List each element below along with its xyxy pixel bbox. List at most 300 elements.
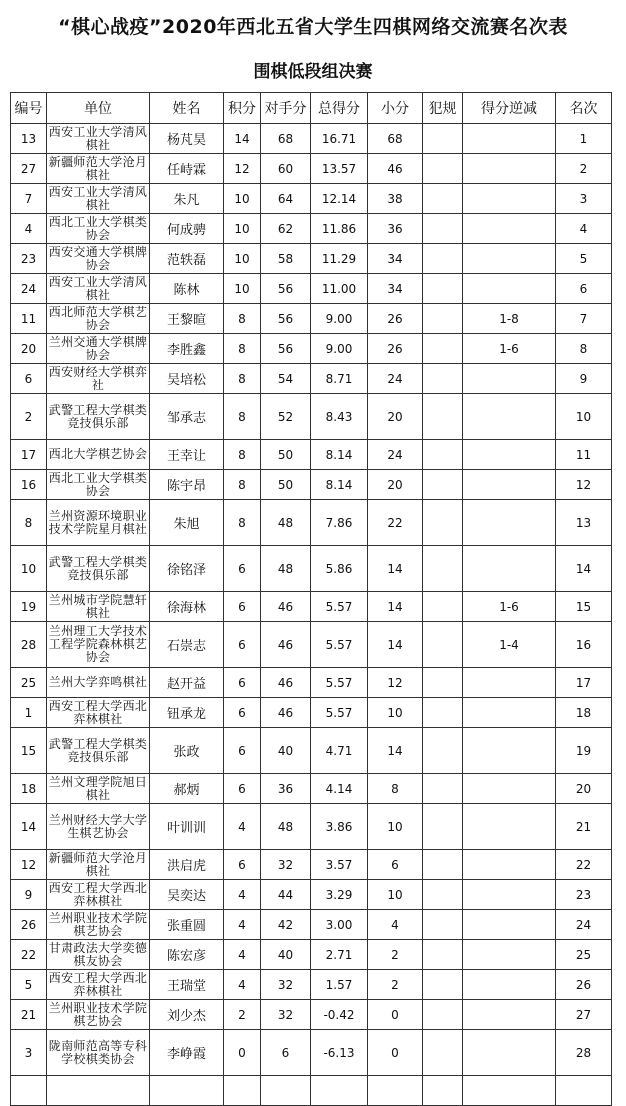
cell-rank: 15: [556, 592, 612, 622]
cell-foul: [423, 470, 463, 500]
cell-rank: 4: [556, 214, 612, 244]
cell-name: 叶训训: [150, 804, 224, 850]
cell-small-score: 22: [368, 500, 423, 546]
cell-unit: 西安工程大学西北弈林棋社: [47, 880, 150, 910]
cell-small-score: 34: [368, 244, 423, 274]
cell-total-score: 5.57: [311, 622, 368, 668]
cell-points: 6: [224, 668, 261, 698]
table-row: [11, 880, 612, 910]
cell-unit: 武警工程大学棋类竞技俱乐部: [47, 728, 150, 774]
cell-reverse-score: [463, 154, 556, 184]
cell-opponent-score: 48: [261, 804, 311, 850]
cell-small-score: 2: [368, 970, 423, 1000]
table-row: [11, 470, 612, 500]
cell-opponent-score: 48: [261, 500, 311, 546]
header-opponent-score: 对手分: [261, 93, 311, 124]
cell-points: 4: [224, 970, 261, 1000]
cell-points: 4: [224, 880, 261, 910]
cell-reverse-score: [463, 394, 556, 440]
cell-opponent-score: 32: [261, 1000, 311, 1030]
cell-reverse-score: [463, 970, 556, 1000]
cell-name: 王瑞堂: [150, 970, 224, 1000]
cell-id: 3: [11, 1030, 47, 1076]
cell-id: 25: [11, 668, 47, 698]
cell-unit: 兰州交通大学棋牌协会: [47, 334, 150, 364]
table-row: [11, 592, 612, 622]
cell-id: 16: [11, 470, 47, 500]
cell-total-score: 9.00: [311, 304, 368, 334]
cell-unit: 新疆师范大学沧月棋社: [47, 850, 150, 880]
empty-cell: [150, 1076, 224, 1106]
cell-points: 2: [224, 1000, 261, 1030]
cell-foul: [423, 804, 463, 850]
cell-total-score: 3.00: [311, 910, 368, 940]
table-row: [11, 274, 612, 304]
cell-opponent-score: 46: [261, 592, 311, 622]
table-row: [11, 244, 612, 274]
cell-reverse-score: [463, 774, 556, 804]
cell-unit: 兰州财经大学大学生棋艺协会: [47, 804, 150, 850]
header-points: 积分: [224, 93, 261, 124]
cell-rank: 3: [556, 184, 612, 214]
header-rank: 名次: [556, 93, 612, 124]
cell-opponent-score: 56: [261, 304, 311, 334]
cell-points: 6: [224, 546, 261, 592]
cell-reverse-score: 1-4: [463, 622, 556, 668]
cell-small-score: 24: [368, 440, 423, 470]
cell-reverse-score: [463, 244, 556, 274]
cell-id: 26: [11, 910, 47, 940]
header-id: 编号: [11, 93, 47, 124]
cell-foul: [423, 592, 463, 622]
cell-id: 28: [11, 622, 47, 668]
cell-foul: [423, 394, 463, 440]
cell-foul: [423, 1030, 463, 1076]
cell-small-score: 2: [368, 940, 423, 970]
cell-points: 10: [224, 184, 261, 214]
table-row: [11, 364, 612, 394]
cell-total-score: 5.57: [311, 668, 368, 698]
table-row: [11, 728, 612, 774]
cell-unit: 西安工业大学清风棋社: [47, 274, 150, 304]
cell-reverse-score: [463, 1030, 556, 1076]
cell-id: 4: [11, 214, 47, 244]
cell-foul: [423, 774, 463, 804]
cell-rank: 8: [556, 334, 612, 364]
cell-opponent-score: 50: [261, 440, 311, 470]
cell-foul: [423, 940, 463, 970]
cell-rank: 18: [556, 698, 612, 728]
cell-rank: 25: [556, 940, 612, 970]
cell-small-score: 6: [368, 850, 423, 880]
cell-id: 5: [11, 970, 47, 1000]
cell-name: 邹承志: [150, 394, 224, 440]
cell-name: 徐铭泽: [150, 546, 224, 592]
cell-unit: 陇南师范高等专科学校棋类协会: [47, 1030, 150, 1076]
cell-unit: 西北大学棋艺协会: [47, 440, 150, 470]
cell-foul: [423, 274, 463, 304]
table-row: [11, 500, 612, 546]
cell-opponent-score: 48: [261, 546, 311, 592]
cell-name: 刘少杰: [150, 1000, 224, 1030]
cell-total-score: 7.86: [311, 500, 368, 546]
cell-foul: [423, 244, 463, 274]
cell-points: 10: [224, 274, 261, 304]
cell-reverse-score: [463, 804, 556, 850]
cell-id: 14: [11, 804, 47, 850]
cell-small-score: 0: [368, 1000, 423, 1030]
cell-rank: 19: [556, 728, 612, 774]
cell-total-score: 16.71: [311, 124, 368, 154]
cell-reverse-score: [463, 184, 556, 214]
header-name: 姓名: [150, 93, 224, 124]
cell-foul: [423, 124, 463, 154]
page-subtitle: 围棋低段组决赛: [253, 62, 373, 82]
cell-rank: 5: [556, 244, 612, 274]
cell-name: 范轶磊: [150, 244, 224, 274]
cell-reverse-score: [463, 214, 556, 244]
cell-points: 8: [224, 304, 261, 334]
cell-opponent-score: 56: [261, 334, 311, 364]
cell-total-score: 11.00: [311, 274, 368, 304]
cell-unit: 甘肃政法大学奕德棋友协会: [47, 940, 150, 970]
cell-reverse-score: [463, 546, 556, 592]
table-row: [11, 910, 612, 940]
cell-unit: 西北师范大学棋艺协会: [47, 304, 150, 334]
cell-reverse-score: [463, 668, 556, 698]
cell-points: 4: [224, 804, 261, 850]
cell-unit: 西安财经大学棋弈社: [47, 364, 150, 394]
cell-rank: 6: [556, 274, 612, 304]
cell-total-score: 5.57: [311, 698, 368, 728]
cell-id: 23: [11, 244, 47, 274]
cell-reverse-score: [463, 728, 556, 774]
table-row: [11, 214, 612, 244]
cell-reverse-score: [463, 364, 556, 394]
cell-unit: 西安工程大学西北弈林棋社: [47, 698, 150, 728]
cell-name: 朱旭: [150, 500, 224, 546]
cell-rank: 22: [556, 850, 612, 880]
cell-foul: [423, 440, 463, 470]
cell-foul: [423, 698, 463, 728]
results-table: [10, 92, 612, 1106]
cell-name: 钮承龙: [150, 698, 224, 728]
cell-rank: 16: [556, 622, 612, 668]
table-row: [11, 1000, 612, 1030]
header-small-score: 小分: [368, 93, 423, 124]
cell-total-score: 5.57: [311, 592, 368, 622]
cell-id: 12: [11, 850, 47, 880]
cell-reverse-score: [463, 940, 556, 970]
cell-opponent-score: 36: [261, 774, 311, 804]
cell-unit: 兰州城市学院慧轩棋社: [47, 592, 150, 622]
empty-cell: [224, 1076, 261, 1106]
cell-unit: 兰州理工大学技术工程学院森林棋艺协会: [47, 622, 150, 668]
cell-id: 17: [11, 440, 47, 470]
empty-cell: [463, 1076, 556, 1106]
cell-name: 陈宇昂: [150, 470, 224, 500]
cell-rank: 1: [556, 124, 612, 154]
cell-small-score: 24: [368, 364, 423, 394]
cell-unit: 兰州文理学院旭日棋社: [47, 774, 150, 804]
cell-name: 杨芃昊: [150, 124, 224, 154]
cell-foul: [423, 184, 463, 214]
cell-opponent-score: 40: [261, 728, 311, 774]
cell-foul: [423, 304, 463, 334]
cell-foul: [423, 910, 463, 940]
cell-id: 20: [11, 334, 47, 364]
cell-foul: [423, 668, 463, 698]
cell-name: 王黎暄: [150, 304, 224, 334]
cell-total-score: 2.71: [311, 940, 368, 970]
cell-points: 10: [224, 244, 261, 274]
cell-points: 4: [224, 940, 261, 970]
empty-cell: [311, 1076, 368, 1106]
cell-name: 李峥霞: [150, 1030, 224, 1076]
empty-cell: [11, 1076, 47, 1106]
cell-points: 12: [224, 154, 261, 184]
cell-foul: [423, 500, 463, 546]
cell-opponent-score: 68: [261, 124, 311, 154]
cell-points: 8: [224, 334, 261, 364]
cell-small-score: 4: [368, 910, 423, 940]
header-foul: 犯规: [423, 93, 463, 124]
cell-name: 郝炳: [150, 774, 224, 804]
cell-name: 洪启虎: [150, 850, 224, 880]
cell-foul: [423, 880, 463, 910]
cell-opponent-score: 54: [261, 364, 311, 394]
cell-unit: 新疆师范大学沧月棋社: [47, 154, 150, 184]
table-row: [11, 850, 612, 880]
table-header-row: [11, 93, 612, 124]
cell-opponent-score: 42: [261, 910, 311, 940]
cell-foul: [423, 970, 463, 1000]
cell-rank: 24: [556, 910, 612, 940]
cell-reverse-score: 1-6: [463, 592, 556, 622]
cell-small-score: 10: [368, 880, 423, 910]
cell-opponent-score: 40: [261, 940, 311, 970]
cell-total-score: 3.29: [311, 880, 368, 910]
cell-total-score: 3.57: [311, 850, 368, 880]
cell-rank: 7: [556, 304, 612, 334]
cell-total-score: 11.86: [311, 214, 368, 244]
cell-points: 6: [224, 850, 261, 880]
cell-total-score: 12.14: [311, 184, 368, 214]
cell-opponent-score: 56: [261, 274, 311, 304]
cell-rank: 17: [556, 668, 612, 698]
cell-id: 27: [11, 154, 47, 184]
cell-small-score: 12: [368, 668, 423, 698]
header-unit: 单位: [47, 93, 150, 124]
cell-points: 4: [224, 910, 261, 940]
cell-name: 陈林: [150, 274, 224, 304]
table-row: [11, 334, 612, 364]
cell-unit: 武警工程大学棋类竞技俱乐部: [47, 394, 150, 440]
cell-total-score: 9.00: [311, 334, 368, 364]
cell-id: 8: [11, 500, 47, 546]
cell-name: 王幸让: [150, 440, 224, 470]
cell-small-score: 36: [368, 214, 423, 244]
cell-unit: 武警工程大学棋类竞技俱乐部: [47, 546, 150, 592]
table-row: [11, 304, 612, 334]
cell-foul: [423, 1000, 463, 1030]
cell-reverse-score: [463, 274, 556, 304]
cell-small-score: 68: [368, 124, 423, 154]
cell-opponent-score: 44: [261, 880, 311, 910]
cell-id: 22: [11, 940, 47, 970]
cell-total-score: 8.14: [311, 440, 368, 470]
cell-total-score: 8.43: [311, 394, 368, 440]
cell-total-score: 4.14: [311, 774, 368, 804]
cell-reverse-score: [463, 470, 556, 500]
cell-foul: [423, 154, 463, 184]
cell-total-score: -0.42: [311, 1000, 368, 1030]
cell-id: 10: [11, 546, 47, 592]
cell-rank: 10: [556, 394, 612, 440]
table-row: [11, 970, 612, 1000]
cell-id: 7: [11, 184, 47, 214]
cell-small-score: 10: [368, 698, 423, 728]
table-row: [11, 668, 612, 698]
cell-rank: 2: [556, 154, 612, 184]
cell-rank: 21: [556, 804, 612, 850]
cell-id: 18: [11, 774, 47, 804]
cell-id: 13: [11, 124, 47, 154]
cell-total-score: 13.57: [311, 154, 368, 184]
cell-name: 张政: [150, 728, 224, 774]
empty-cell: [423, 1076, 463, 1106]
cell-opponent-score: 58: [261, 244, 311, 274]
header-total-score: 总得分: [311, 93, 368, 124]
cell-points: 6: [224, 592, 261, 622]
cell-opponent-score: 32: [261, 970, 311, 1000]
cell-opponent-score: 32: [261, 850, 311, 880]
table-row: [11, 440, 612, 470]
empty-cell: [556, 1076, 612, 1106]
cell-unit: 西安工业大学清风棋社: [47, 184, 150, 214]
cell-small-score: 14: [368, 728, 423, 774]
cell-name: 何成骋: [150, 214, 224, 244]
cell-unit: 西安工业大学清风棋社: [47, 124, 150, 154]
cell-small-score: 46: [368, 154, 423, 184]
cell-rank: 12: [556, 470, 612, 500]
table-row: [11, 546, 612, 592]
cell-total-score: 8.14: [311, 470, 368, 500]
cell-small-score: 0: [368, 1030, 423, 1076]
cell-id: 19: [11, 592, 47, 622]
cell-name: 陈宏彦: [150, 940, 224, 970]
cell-total-score: -6.13: [311, 1030, 368, 1076]
cell-name: 任峙霖: [150, 154, 224, 184]
cell-reverse-score: [463, 850, 556, 880]
cell-rank: 26: [556, 970, 612, 1000]
empty-cell: [261, 1076, 311, 1106]
cell-small-score: 34: [368, 274, 423, 304]
cell-small-score: 20: [368, 394, 423, 440]
cell-reverse-score: [463, 910, 556, 940]
cell-opponent-score: 62: [261, 214, 311, 244]
cell-small-score: 20: [368, 470, 423, 500]
cell-id: 15: [11, 728, 47, 774]
cell-points: 6: [224, 728, 261, 774]
header-reverse-score: 得分逆减: [463, 93, 556, 124]
cell-foul: [423, 728, 463, 774]
cell-total-score: 1.57: [311, 970, 368, 1000]
cell-points: 0: [224, 1030, 261, 1076]
cell-reverse-score: [463, 698, 556, 728]
cell-rank: 20: [556, 774, 612, 804]
cell-opponent-score: 50: [261, 470, 311, 500]
cell-points: 8: [224, 394, 261, 440]
cell-foul: [423, 546, 463, 592]
cell-name: 张重圆: [150, 910, 224, 940]
cell-total-score: 8.71: [311, 364, 368, 394]
table-row: [11, 940, 612, 970]
page-title: “棋心战疫”2020年西北五省大学生四棋网络交流赛名次表: [58, 16, 568, 38]
cell-small-score: 14: [368, 546, 423, 592]
cell-unit: 西北工业大学棋类协会: [47, 470, 150, 500]
cell-points: 6: [224, 622, 261, 668]
cell-name: 李胜鑫: [150, 334, 224, 364]
table-row: [11, 154, 612, 184]
cell-rank: 23: [556, 880, 612, 910]
cell-small-score: 10: [368, 804, 423, 850]
cell-foul: [423, 334, 463, 364]
cell-id: 6: [11, 364, 47, 394]
cell-points: 8: [224, 500, 261, 546]
cell-rank: 27: [556, 1000, 612, 1030]
cell-small-score: 38: [368, 184, 423, 214]
empty-cell: [47, 1076, 150, 1106]
cell-total-score: 5.86: [311, 546, 368, 592]
cell-id: 21: [11, 1000, 47, 1030]
cell-id: 2: [11, 394, 47, 440]
cell-foul: [423, 622, 463, 668]
cell-small-score: 26: [368, 304, 423, 334]
table-row: [11, 804, 612, 850]
cell-small-score: 8: [368, 774, 423, 804]
cell-unit: 西北工业大学棋类协会: [47, 214, 150, 244]
empty-cell: [368, 1076, 423, 1106]
cell-name: 赵开益: [150, 668, 224, 698]
cell-name: 徐海林: [150, 592, 224, 622]
cell-opponent-score: 46: [261, 622, 311, 668]
cell-name: 朱凡: [150, 184, 224, 214]
cell-points: 6: [224, 698, 261, 728]
cell-opponent-score: 6: [261, 1030, 311, 1076]
cell-opponent-score: 52: [261, 394, 311, 440]
cell-rank: 9: [556, 364, 612, 394]
cell-rank: 28: [556, 1030, 612, 1076]
cell-reverse-score: [463, 440, 556, 470]
cell-points: 14: [224, 124, 261, 154]
cell-foul: [423, 364, 463, 394]
cell-points: 8: [224, 364, 261, 394]
table-row: [11, 698, 612, 728]
cell-reverse-score: [463, 124, 556, 154]
cell-small-score: 14: [368, 592, 423, 622]
cell-id: 1: [11, 698, 47, 728]
cell-opponent-score: 46: [261, 668, 311, 698]
cell-points: 8: [224, 440, 261, 470]
cell-points: 6: [224, 774, 261, 804]
table-row: [11, 1030, 612, 1076]
cell-name: 吴培松: [150, 364, 224, 394]
cell-opponent-score: 64: [261, 184, 311, 214]
cell-foul: [423, 850, 463, 880]
cell-rank: 14: [556, 546, 612, 592]
cell-total-score: 3.86: [311, 804, 368, 850]
